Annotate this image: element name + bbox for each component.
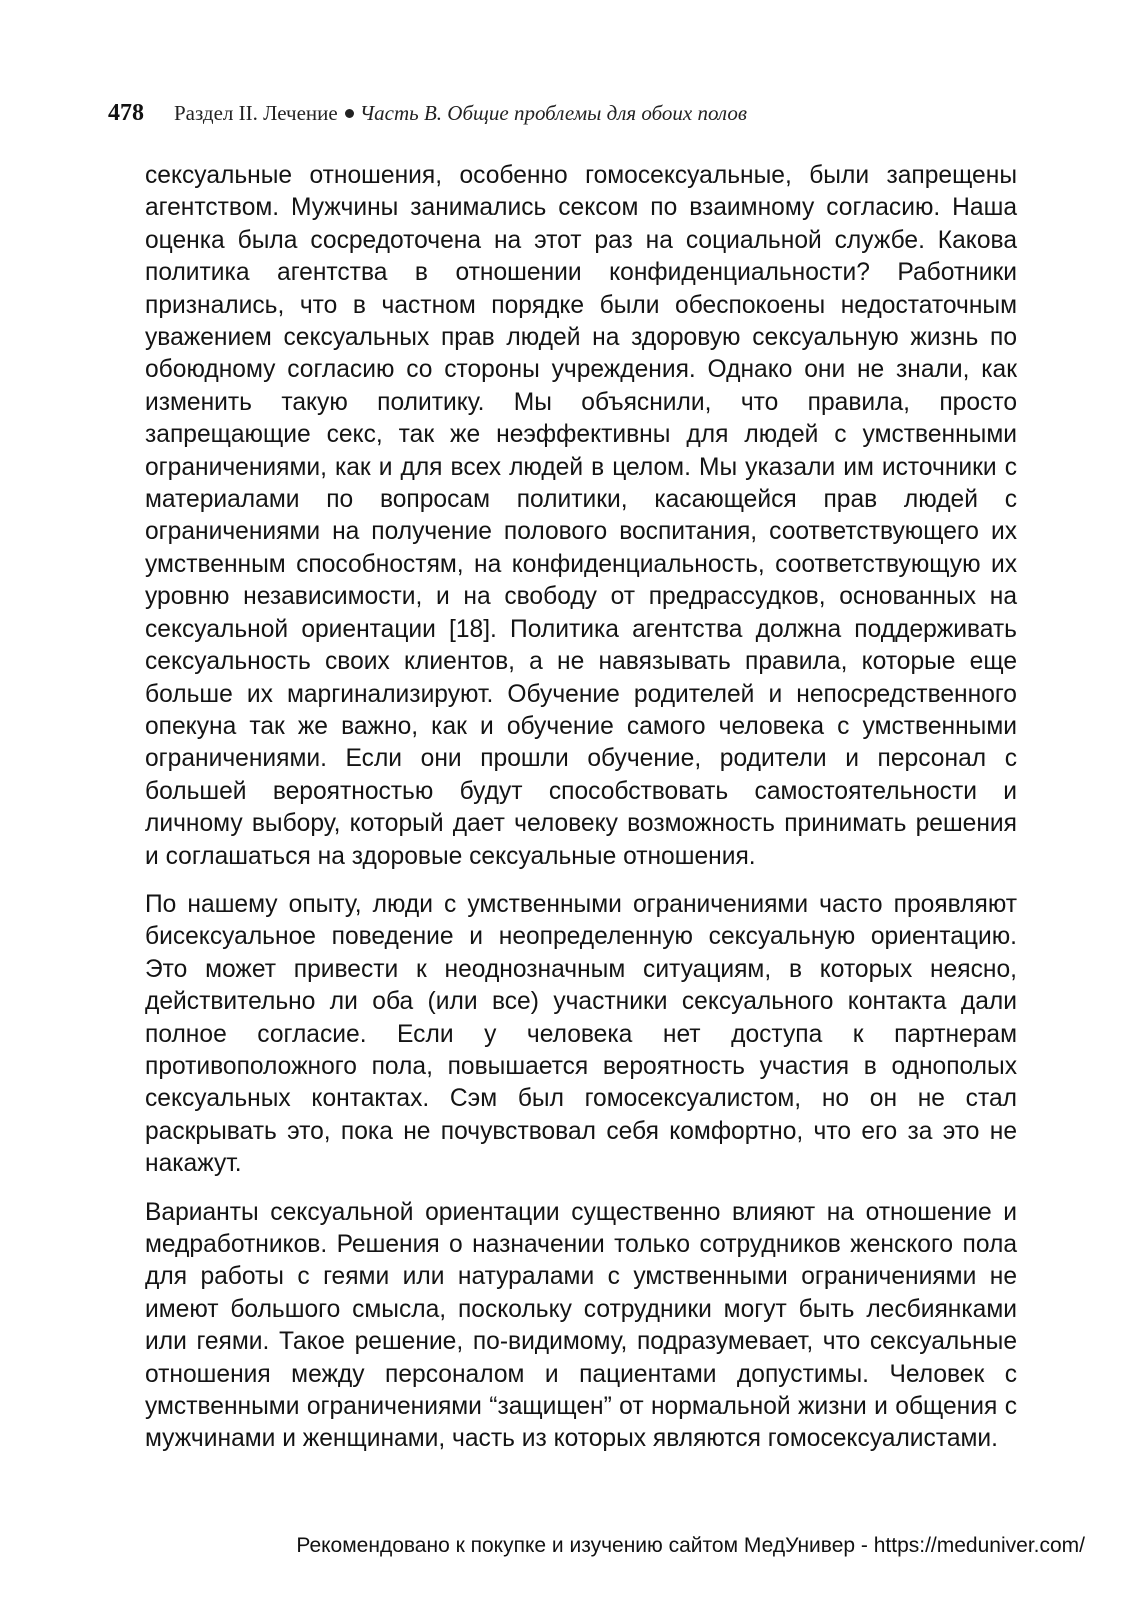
section-title: Раздел II. Лечение xyxy=(174,101,338,125)
half-filled-circle-icon xyxy=(345,109,354,118)
subsection-title: Часть В. Общие проблемы для обоих полов xyxy=(359,101,747,125)
running-header xyxy=(108,100,1028,134)
footer-recommendation-note: Рекомендовано к покупке и изучению сайтом МедУнивер - https://meduniver.com/ xyxy=(296,1534,1085,1557)
paragraph-3: Варианты сексуальной ориентации существенно влияют на отношение и медработников. Решения о назначении только сотрудников женского пола для работы с геями или натуралами с умственными ограничениями не имеют большого смысла, поскольку сотрудники могут быть лесбиянками или геями. Такое решение, по-видимому, подразумевает, что сексуальные отношения между персоналом и пациентами допустимы. Человек с умственными ограничениями “защищен” от нормальной жизни и общения с мужчинами и женщинами, часть из которых являются гомосексуалистами. xyxy=(145,1198,1017,1453)
paragraph-2: По нашему опыту, люди с умственными ограничениями часто проявляют бисексуальное поведение и неопределенную сексуальную ориентацию. Это может привести к неоднозначным ситуациям, в которых неясно, действительно ли оба (или все) участники сексуального контакта дали полное согласие. Если у человека нет доступа к партнерам противоположного пола, повышается вероятность участия в однополых сексуальных контактах. Сэм был гомосексуалистом, но он не стал раскрывать это, пока не почувствовал себя комфортно, что его за это не накажут. xyxy=(145,890,1017,1178)
page-number: 478 xyxy=(108,100,144,126)
body-text xyxy=(145,160,1017,1472)
paragraph-1: сексуальные отношения, особенно гомосексуальные, были запрещены агентством. Мужчины занимались сексом по взаимному согласию. Наша оценка была сосредоточена на этот раз на социальной службе. Какова политика агентства в отношении конфиденциальности? Работники признались, что в частном порядке были обеспокоены недостаточным уважением сексуальных прав людей на здоровую сексуальную жизнь по обоюдному согласию со стороны учреждения. Однако они не знали, как изменить такую политику. Мы объяснили, что правила, просто запрещающие секс, так же неэффективны для людей с умственными ограничениями, как и для всех людей в целом. Мы указали им источники с материалами по вопросам политики, касающейся прав людей с ограничениями на получение полового воспитания, соответствующего их умственным способностям, на конфиденциальность, соответствующую их уровню независимости, и на свободу от предрассудков, основанных на сексуальной ориентации [18]. Политика агентства должна поддерживать сексуальность своих клиентов, а не навязывать правила, которые еще больше их маргинализируют. Обучение родителей и непосредственного опекуна так же важно, как и обучение самого человека с умственными ограничениями. Если они прошли обучение, родители и персонал с большей вероятностью будут способствовать самостоятельности и личному выбору, который дает человеку возможность принимать решения и соглашаться на здоровые сексуальные отношения. xyxy=(145,162,1017,870)
